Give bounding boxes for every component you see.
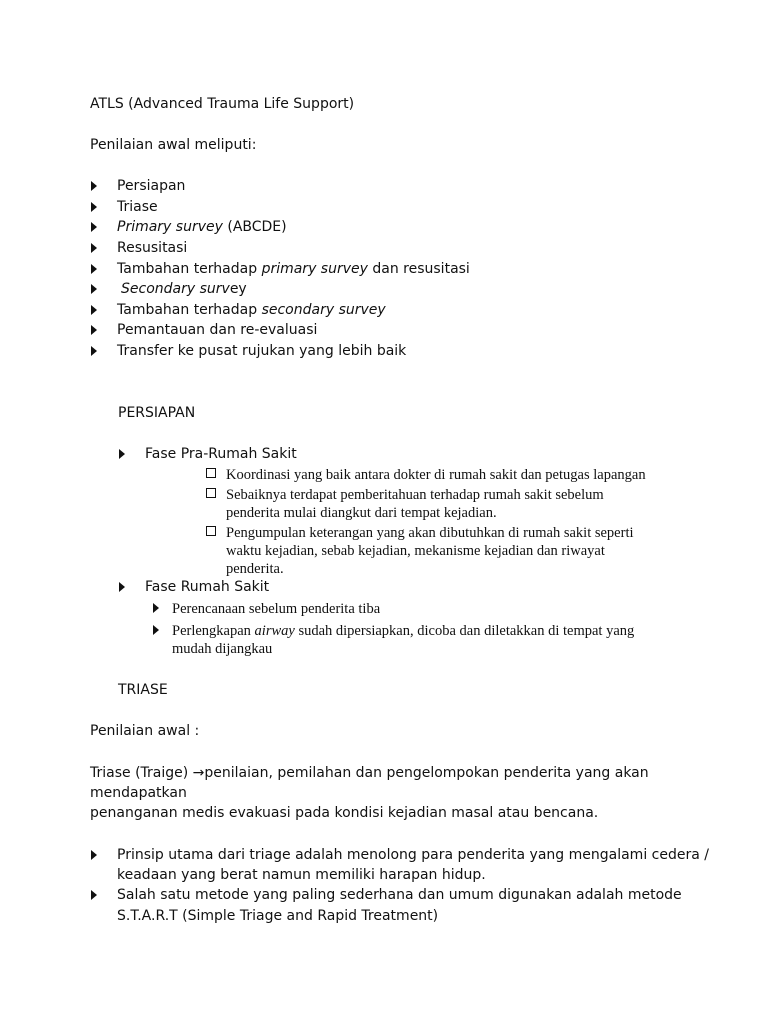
- right-arrow-icon: →: [192, 765, 205, 781]
- bullet-arrow-icon: [91, 890, 97, 900]
- bullet-arrow-icon: [91, 850, 97, 860]
- bullet-arrow-icon: [91, 325, 97, 335]
- bullet-arrow-icon: [91, 346, 97, 356]
- bullet-arrow-icon: [91, 222, 97, 232]
- phase-pra-rumah-sakit: Fase Pra-Rumah Sakit: [145, 446, 297, 462]
- step-triase: Triase: [117, 199, 158, 215]
- section-heading-persiapan: PERSIAPAN: [118, 405, 196, 421]
- bullet-arrow-icon: [153, 625, 159, 635]
- step-persiapan: Persiapan: [117, 178, 186, 194]
- triase-metode-line1: Salah satu metode yang paling sederhana dan umum digunakan adalah metode: [117, 887, 682, 903]
- step-tambahan-primary: Tambahan terhadap primary survey dan resusitasi: [117, 261, 470, 277]
- rs-item-perencanaan: Perencanaan sebelum penderita tiba: [172, 601, 381, 617]
- step-transfer: Transfer ke pusat rujukan yang lebih baik: [117, 343, 407, 359]
- rs-item-perlengkapan-line1: Perlengkapan airway sudah dipersiapkan, dicoba dan diletakkan di tempat yang: [172, 623, 635, 639]
- bullet-arrow-icon: [91, 305, 97, 315]
- bullet-arrow-icon: [91, 202, 97, 212]
- triase-prinsip-line2: keadaan yang berat namun memiliki harapan hidup.: [117, 867, 486, 883]
- doc-title: ATLS (Advanced Trauma Life Support): [90, 96, 355, 112]
- checkbox-icon: [206, 488, 216, 498]
- step-secondary-survey: Secondary survey: [121, 281, 247, 297]
- bullet-arrow-icon: [91, 181, 97, 191]
- section-heading-triase: TRIASE: [118, 682, 168, 698]
- bullet-arrow-icon: [91, 243, 97, 253]
- bullet-arrow-icon: [91, 284, 97, 294]
- triase-definition-line3: penanganan medis evakuasi pada kondisi kejadian masal atau bencana.: [90, 805, 599, 821]
- pra-item-keterangan-line1: Pengumpulan keterangan yang akan dibutuhkan di rumah sakit seperti: [226, 525, 634, 541]
- checkbox-icon: [206, 526, 216, 536]
- step-resusitasi: Resusitasi: [117, 240, 188, 256]
- triase-definition-line1: Triase (Traige) →penilaian, pemilahan dan pengelompokan penderita yang akan: [90, 765, 649, 781]
- triase-prinsip-line1: Prinsip utama dari triage adalah menolong para penderita yang mengalami cedera /: [117, 847, 709, 863]
- triase-penilaian-awal: Penilaian awal :: [90, 723, 200, 739]
- rs-item-perlengkapan-line2: mudah dijangkau: [172, 641, 273, 657]
- triase-definition-line2: mendapatkan: [90, 785, 187, 801]
- step-tambahan-secondary: Tambahan terhadap secondary survey: [117, 302, 386, 318]
- pra-item-keterangan-line3: penderita.: [226, 561, 284, 577]
- phase-rumah-sakit: Fase Rumah Sakit: [145, 579, 270, 595]
- bullet-arrow-icon: [119, 582, 125, 592]
- pra-item-pemberitahuan-line2: penderita mulai diangkut dari tempat kejadian.: [226, 505, 497, 521]
- bullet-arrow-icon: [91, 264, 97, 274]
- pra-item-pemberitahuan-line1: Sebaiknya terdapat pemberitahuan terhadap rumah sakit sebelum: [226, 487, 604, 503]
- bullet-arrow-icon: [153, 603, 159, 613]
- pra-item-koordinasi: Koordinasi yang baik antara dokter di rumah sakit dan petugas lapangan: [226, 467, 646, 483]
- pra-item-keterangan-line2: waktu kejadian, sebab kejadian, mekanisme kejadian dan riwayat: [226, 543, 605, 559]
- step-pemantauan: Pemantauan dan re-evaluasi: [117, 322, 318, 338]
- triase-metode-line2: S.T.A.R.T (Simple Triage and Rapid Treatment): [117, 908, 439, 924]
- step-primary-survey: Primary survey (ABCDE): [117, 219, 287, 235]
- checkbox-icon: [206, 468, 216, 478]
- intro-text: Penilaian awal meliputi:: [90, 137, 257, 153]
- bullet-arrow-icon: [119, 449, 125, 459]
